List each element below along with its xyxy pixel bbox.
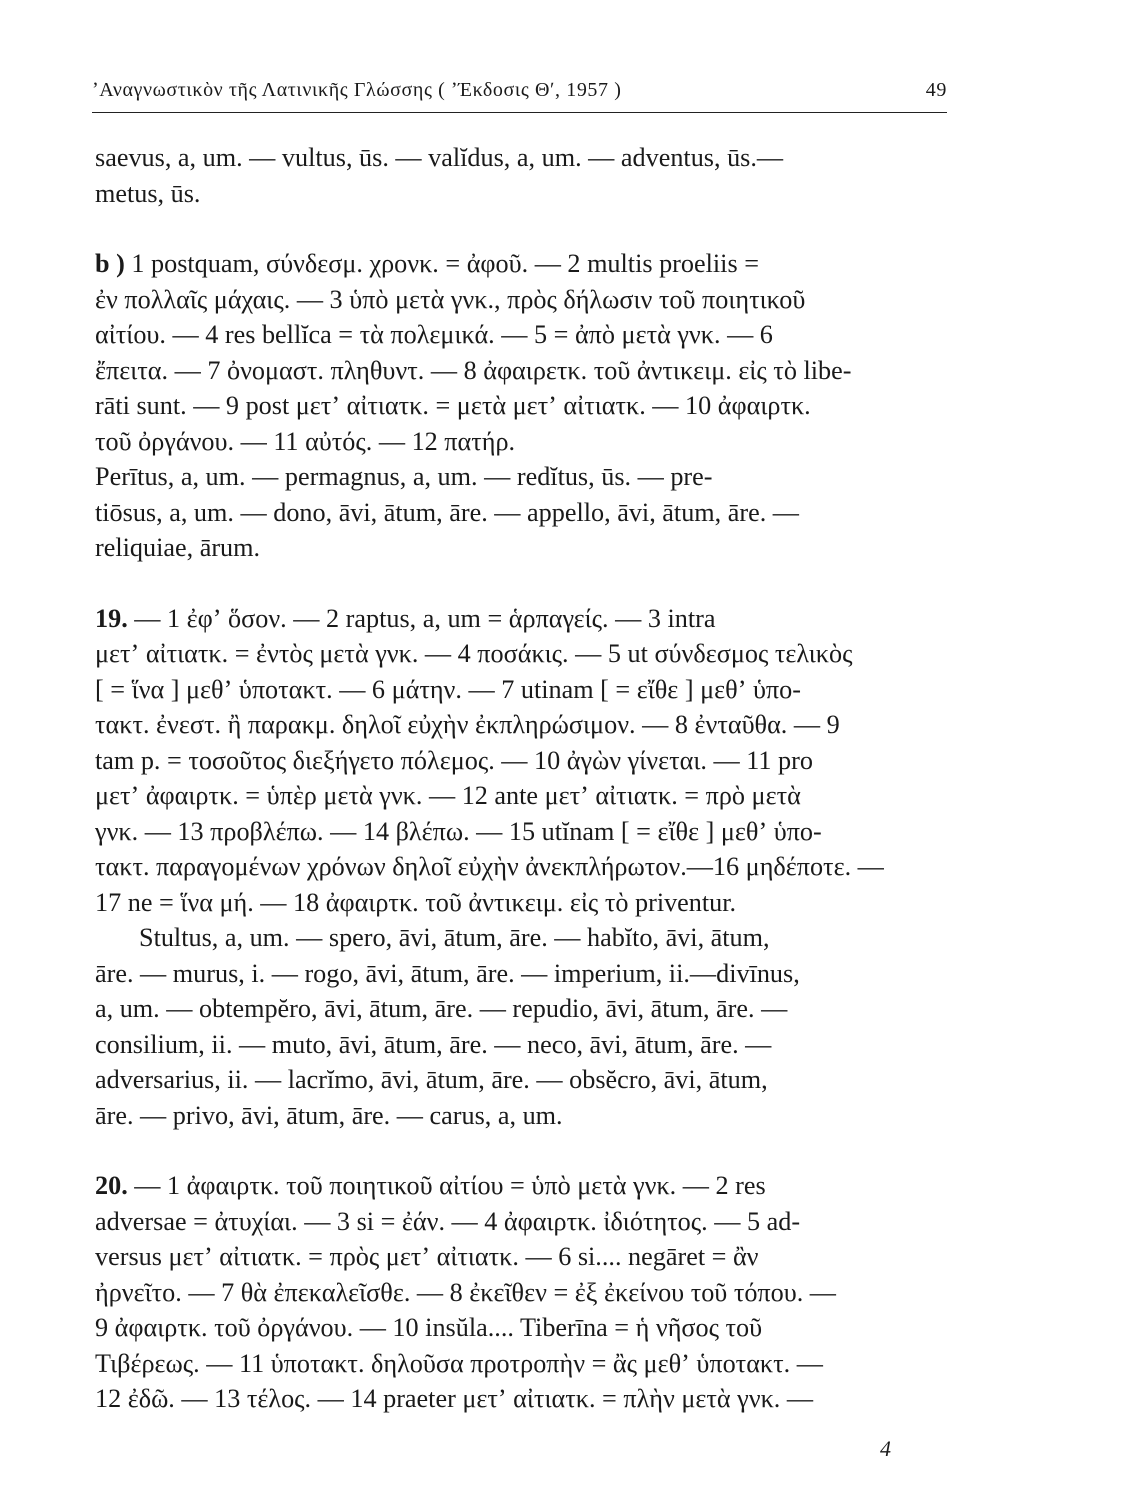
text-line: μετʼ ἀφαιρτκ. = ὑπὲρ μετὰ γνκ. — 12 ante μετʼ αἰτιατκ. = πρὸ μετὰ — [95, 781, 801, 810]
section-gap — [95, 211, 947, 246]
text-line: τακτ. ἐνεστ. ἢ παρακμ. δηλοῖ εὐχὴν ἐκπληρώσιμον. — 8 ἐνταῦθα. — 9 — [95, 710, 840, 739]
section-label: b ) — [95, 249, 125, 278]
text-line: ἔπειτα. — 7 ὀνομαστ. πληθυντ. — 8 ἀφαιρετκ. τοῦ ἀντικειμ. εἰς τὸ libe- — [95, 355, 852, 385]
page-number: 49 — [925, 79, 947, 101]
text-line: adversae = ἀτυχίαι. — 3 si = ἐάν. — 4 ἀφαιρτκ. ἰδιότητος. — 5 ad- — [95, 1206, 801, 1236]
text-line: a, um. — obtempĕro, āvi, ātum, āre. — repudio, āvi, ātum, āre. — — [95, 994, 788, 1023]
text-line: ἠρνεῖτο. — 7 θὰ ἐπεκαλεῖσθε. — 8 ἐκεῖθεν = ἐξ ἐκείνου τοῦ τόπου. — — [95, 1277, 836, 1307]
section-gap — [95, 566, 947, 601]
section-number: 19. — [95, 603, 128, 633]
text-line: Perītus, a, um. — permagnus, a, um. — redĭtus, ūs. — pre- — [95, 462, 713, 491]
text-line: μετʼ αἰτιατκ. = ἐντὸς μετὰ γνκ. — 4 ποσάκις. — 5 ut σύνδεσμος τελικὸς — [95, 639, 853, 668]
text-line-rest: — 1 ἀφαιρτκ. τοῦ ποιητικοῦ αἰτίου = ὑπὸ μετὰ γνκ. — 2 res — [127, 1171, 766, 1200]
header-title: ʼΑναγνωστικὸν τῆς Λατινικῆς Γλώσσης ( ʼΈκδοσις Θʹ, 1957 ) — [92, 79, 622, 101]
text-line: τακτ. παραγομένων χρόνων δηλοῖ εὐχὴν ἀνεκπλήρωτον.—16 μηδέποτε. — — [95, 852, 884, 881]
text-line: αἰτίου. — 4 res bellĭca = τὰ πολεμικά. — 5 = ἀπὸ μετὰ γνκ. — 6 — [95, 320, 773, 349]
text-line: āre. — murus, i. — rogo, āvi, ātum, āre. — imperium, ii.—divīnus, — [95, 958, 800, 988]
text-line: āre. — privo, āvi, ātum, āre. — carus, a, um. — [95, 1100, 563, 1130]
text-line: tiōsus, a, um. — dono, āvi, ātum, āre. — appello, āvi, ātum, āre. — — [95, 497, 799, 527]
page-body — [95, 140, 947, 1417]
text-line: Τιβέρεως. — 11 ὑποτακτ. δηλοῦσα προτροπὴν = ἂς μεθʼ ὑποτακτ. — — [95, 1348, 823, 1378]
text-line: [ = ἵνα ] μεθʼ ὑποτακτ. — 6 μάτην. — 7 utinam [ = εἴθε ] μεθʼ ὑπο- — [95, 674, 801, 704]
section-b-first-line — [95, 246, 947, 282]
text-line: metus, ūs. — [95, 178, 201, 208]
signature-mark: 4 — [880, 1436, 891, 1461]
text-line: versus μετʼ αἰτιατκ. = πρὸς μετʼ αἰτιατκ. — 6 si.... negāret = ἂν — [95, 1242, 759, 1271]
text-line-rest: 1 postquam, σύνδεσμ. χρονκ. = ἀφοῦ. — 2 multis proeliis = — [124, 249, 759, 278]
text-line: consilium, ii. — muto, āvi, ātum, āre. — neco, āvi, ātum, āre. — — [95, 1029, 772, 1059]
text-line: adversarius, ii. — lacrĭmo, āvi, ātum, āre. — obsĕcro, āvi, ātum, — [95, 1065, 768, 1094]
text-line: saevus, a, um. — vultus, ūs. — valĭdus, a, um. — adventus, ūs.— — [95, 143, 784, 172]
text-line: Stultus, a, um. — spero, āvi, ātum, āre. — habĭto, āvi, ātum, — [139, 923, 770, 952]
text-line: 17 ne = ἵνα μή. — 18 ἀφαιρτκ. τοῦ ἀντικειμ. εἰς τὸ priventur. — [95, 887, 737, 917]
section-19-first-line — [95, 601, 947, 637]
text-line: 9 ἀφαιρτκ. τοῦ ὀργάνου. — 10 insŭla.... Tiberīna = ἡ νῆσος τοῦ — [95, 1313, 763, 1342]
text-line: γνκ. — 13 προβλέπω. — 14 βλέπω. — 15 utĭnam [ = εἴθε ] μεθʼ ὑπο- — [95, 816, 822, 846]
text-line: ἐν πολλαῖς μάχαις. — 3 ὑπὸ μετὰ γνκ., πρὸς δήλωσιν τοῦ ποιητικοῦ — [95, 284, 806, 314]
section-gap — [95, 1133, 947, 1168]
text-line: rāti sunt. — 9 post μετʼ αἰτιατκ. = μετὰ μετʼ αἰτιατκ. — 10 ἀφαιρτκ. — [95, 391, 811, 420]
text-line: reliquiae, ārum. — [95, 533, 261, 562]
text-line: 12 ἐδῶ. — 13 τέλος. — 14 praeter μετʼ αἰτιατκ. = πλὴν μετὰ γνκ. — — [95, 1384, 814, 1413]
section-number: 20. — [95, 1171, 128, 1200]
text-line: τοῦ ὀργάνου. — 11 αὐτός. — 12 πατήρ. — [95, 426, 516, 456]
running-header — [92, 72, 947, 113]
section-20-first-line — [95, 1168, 947, 1204]
text-line: tam p. = τοσοῦτος διεξήγετο πόλεμος. — 10 ἀγὼν γίνεται. — 11 pro — [95, 745, 813, 775]
text-line-rest: — 1 ἐφʼ ὅσον. — 2 raptus, a, um = ἁρπαγείς. — 3 intra — [127, 603, 716, 633]
